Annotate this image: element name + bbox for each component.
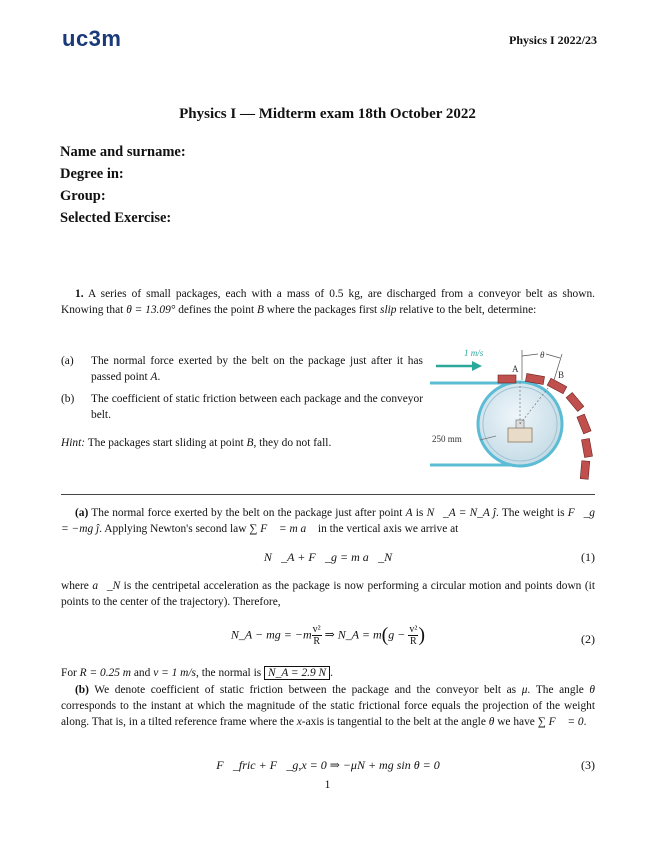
field-exercise: Selected Exercise: bbox=[60, 210, 172, 226]
hint-var: B bbox=[246, 437, 254, 449]
package-icon bbox=[498, 375, 516, 383]
course-header: Physics I 2022/23 bbox=[508, 33, 597, 47]
equation-3 bbox=[61, 758, 595, 773]
package-icon bbox=[581, 438, 592, 457]
math-inline: F⃗_g = −mg ĵ bbox=[61, 507, 595, 535]
angle-arc bbox=[546, 354, 560, 358]
solution-b: (b) We denote coefficient of static friction between the package and the conveyor belt as μ. The angle θ corresponds to the instant at which the magnitude of the static frictional force equals the projection of the weight along. That is, in a tilted reference frame where the x-axis is tangential to the belt at the angle θ we have ∑ F⃗ = 0. bbox=[61, 684, 595, 728]
solution-a: (a) The normal force exerted by the belt on the package just after point A is N⃗_A = N_A ĵ. The weight is F⃗_g = −mg ĵ. Applying Newton's second law ∑ F⃗ = m a⃗ in the vertical axis we arrive at bbox=[61, 507, 595, 535]
field-group: Group: bbox=[60, 188, 106, 204]
statement-text: A series of small packages, each with a mass of 0.5 kg, are discharged from a conveyor belt as shown. Knowing that bbox=[61, 288, 596, 316]
problem-number: 1. bbox=[75, 288, 84, 300]
equation-number: (3) bbox=[581, 758, 595, 772]
exam-title: Physics I — Midterm exam 18th October 2022 bbox=[179, 106, 476, 122]
solution-a-centripetal: where a⃗_N is the centripetal acceleration as the package is now performing a circular motion and points down (it points to the center of the trajectory). Therefore, bbox=[61, 580, 595, 608]
equation-expr: N⃗_A + F⃗_g = m a⃗_N bbox=[263, 550, 393, 564]
question-label: (b) bbox=[61, 393, 75, 405]
equation-expr: F⃗_fric + F⃗_g,x = 0 ⇒ −μN + mg sin θ = 0 bbox=[216, 758, 440, 772]
solution-b-label: (b) bbox=[75, 684, 89, 696]
angle-arc bbox=[522, 354, 538, 356]
equation-expr: N_A − mg = −m $\frac{\text{v²}}{R}$ ⇒ N_A = m(g − $\frac{\text{v²}}{R}$ ) bbox=[230, 624, 426, 647]
question-b bbox=[61, 391, 423, 423]
student-fields bbox=[60, 141, 186, 229]
radius-label: 250 mm bbox=[432, 434, 462, 444]
hint-text: The packages start sliding at point bbox=[87, 437, 247, 449]
hint bbox=[61, 437, 331, 449]
question-text: The coefficient of static friction between each package and the conveyor belt. bbox=[91, 393, 423, 421]
equation-1 bbox=[61, 550, 595, 565]
package-icon bbox=[577, 414, 591, 434]
hint-label: Hint: bbox=[61, 437, 86, 449]
equation-number: (2) bbox=[581, 632, 595, 646]
uc3m-logo: uc3m bbox=[62, 26, 122, 51]
hint-text: , they do not fall. bbox=[253, 437, 332, 449]
section-divider bbox=[61, 494, 595, 495]
equation-number: (1) bbox=[581, 550, 595, 564]
package-icon bbox=[580, 461, 590, 480]
statement-text: relative to the belt, determine: bbox=[396, 304, 537, 316]
support-block bbox=[508, 428, 532, 442]
point-a-label: A bbox=[512, 364, 519, 374]
question-label: (a) bbox=[61, 355, 74, 367]
math-inline: ∑ F⃗ = m a⃗ bbox=[249, 523, 316, 535]
speed-label: 1 m/s bbox=[464, 348, 484, 358]
conveyor-figure bbox=[430, 340, 600, 480]
package-icon bbox=[547, 378, 567, 394]
slip-word: slip bbox=[380, 304, 397, 316]
question-text: The normal force exerted by the belt on the package just after it has passed point A. bbox=[91, 355, 423, 383]
theta-value: θ = 13.09° bbox=[126, 304, 176, 316]
result-box: N_A = 2.9 N bbox=[264, 666, 330, 680]
point-b: B bbox=[256, 304, 264, 316]
angle-label: θ bbox=[540, 350, 545, 360]
solution-a-label: (a) bbox=[75, 507, 89, 519]
point-b-label: B bbox=[558, 370, 565, 380]
question-a bbox=[61, 353, 423, 385]
statement-text: defines the point bbox=[175, 304, 257, 316]
math-inline: N⃗_A = N_A ĵ bbox=[426, 507, 496, 519]
problem-statement bbox=[61, 286, 595, 318]
solution-a-result: For R = 0.25 m and v = 1 m/s, the normal is N_A = 2.9 N . bbox=[61, 667, 334, 679]
question-list bbox=[61, 353, 423, 429]
field-name: Name and surname: bbox=[60, 144, 186, 160]
package-icon bbox=[566, 393, 584, 412]
statement-text: where the packages first bbox=[263, 304, 381, 316]
field-degree: Degree in: bbox=[60, 166, 124, 182]
equation-2 bbox=[61, 624, 595, 647]
arrowhead-icon bbox=[472, 361, 482, 371]
page-number: 1 bbox=[324, 779, 331, 791]
